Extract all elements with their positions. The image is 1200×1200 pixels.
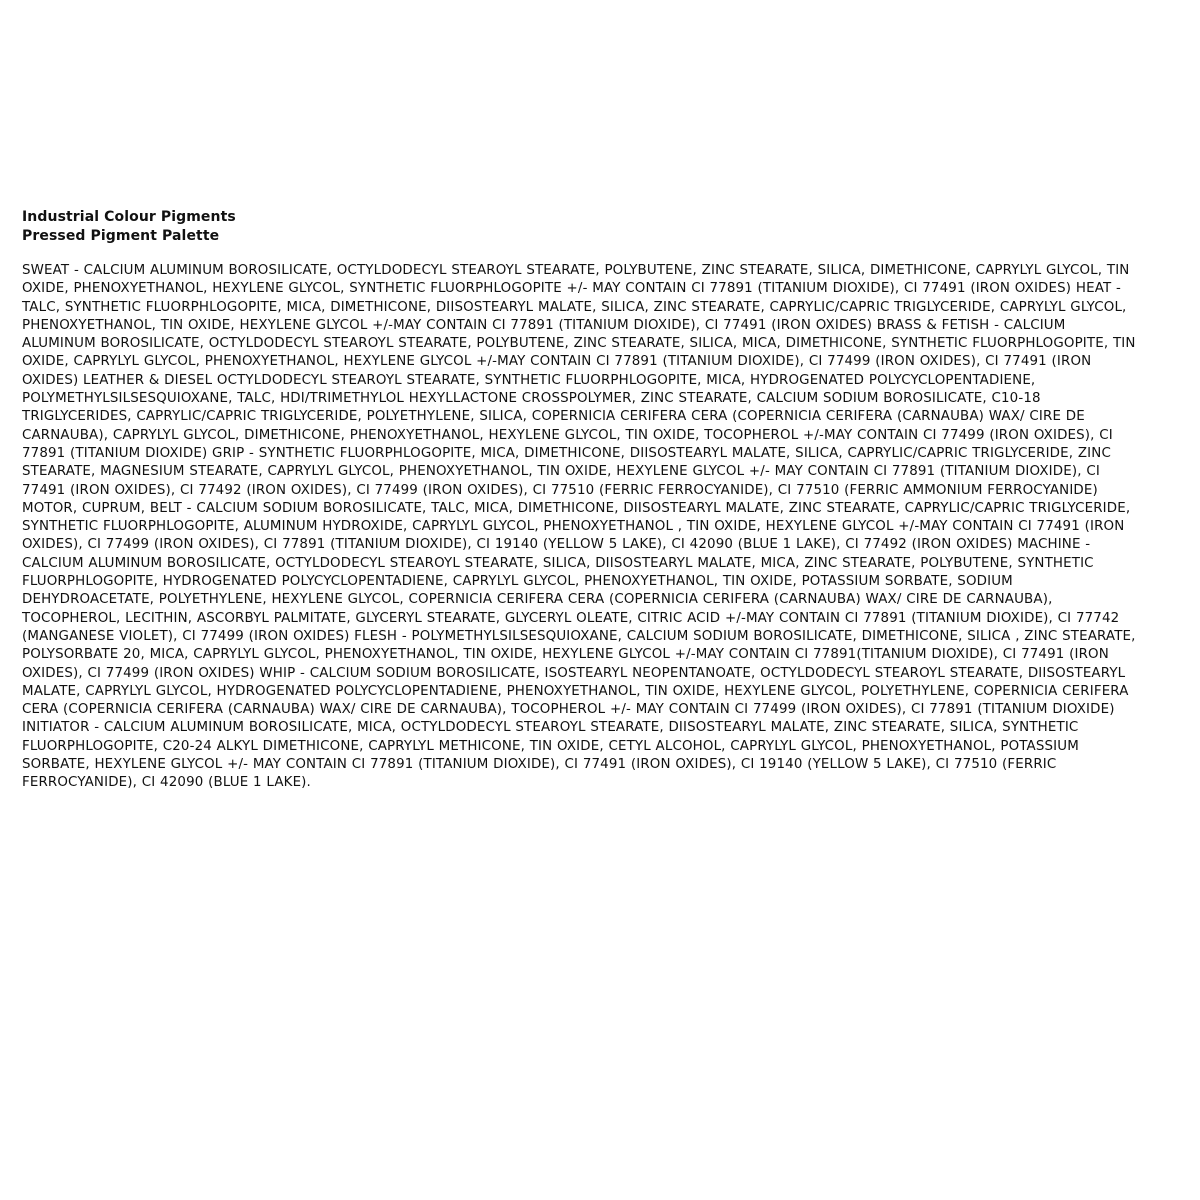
product-name: Industrial Colour Pigments [22, 209, 236, 225]
product-type: Pressed Pigment Palette [22, 228, 220, 244]
ingredients-list: SWEAT - CALCIUM ALUMINUM BOROSILICATE, OCTYLDODECYL STEAROYL STEARATE, POLYBUTENE, ZINC STEARATE, SILICA, DIMETHICONE, CAPRYLYL GLYCOL, TIN OXIDE, PHENOXYETHANOL, HEXYLENE GLYCOL, SYNTHETIC FLUORPHLOGOPITE +/- MAY CONTAIN CI 77891 (TITANIUM DIOXIDE), CI 77491 (IRON OXIDES) HEAT - TALC, SYNTHETIC FLUORPHLOGOPITE, MICA, DIMETHICONE, DIISOSTEARYL MALATE, SILICA, ZINC STEARATE, CAPRYLIC/CAPRIC TRIGLYCERIDE, CAPRYLYL GLYCOL, PHENOXYETHANOL, TIN OXIDE, HEXYLENE GLYCOL +/-MAY CONTAIN CI 77891 (TITANIUM DIOXIDE), CI 77491 (IRON OXIDES) BRASS & FETISH - CALCIUM ALUMINUM BOROSILICATE, OCTYLDODECYL STEAROYL STEARATE, POLYBUTENE, ZINC STEARATE, SILICA, MICA, DIMETHICONE, SYNTHETIC FLUORPHLOGOPITE, TIN OXIDE, CAPRYLYL GLYCOL, PHENOXYETHANOL, HEXYLENE GLYCOL +/-MAY CONTAIN CI 77891 (TITANIUM DIOXIDE), CI 77499 (IRON OXIDES), CI 77491 (IRON OXIDES) LEATHER & DIESEL OCTYLDODECYL STEAROYL STEARATE, SYNTHETIC FLUORPHLOGOPITE, MICA, HYDROGENATED POLYCYCLOPENTADIENE, POLYMETHYLSILSESQUIOXANE, TALC, HDI/TRIMETHYLOL HEXYLLACTONE CROSSPOLYMER, ZINC STEARATE, CALCIUM SODIUM BOROSILICATE, C10-18 TRIGLYCERIDES, CAPRYLIC/CAPRIC TRIGLYCERIDE, POLYETHYLENE, SILICA, COPERNICIA CERIFERA CERA (COPERNICIA CERIFERA (CARNAUBA) WAX/ CIRE DE CARNAUBA), CAPRYLYL GLYCOL, DIMETHICONE, PHENOXYETHANOL, HEXYLENE GLYCOL, TIN OXIDE, TOCOPHEROL +/-MAY CONTAIN CI 77499 (IRON OXIDES), CI 77891 (TITANIUM DIOXIDE) GRIP - SYNTHETIC FLUORPHLOGOPITE, MICA, DIMETHICONE, DIISOSTEARYL MALATE, SILICA, CAPRYLIC/CAPRIC TRIGLYCERIDE, ZINC STEARATE, MAGNESIUM STEARATE, CAPRYLYL GLYCOL, PHENOXYETHANOL, TIN OXIDE, HEXYLENE GLYCOL +/- MAY CONTAIN CI 77891 (TITANIUM DIOXIDE), CI 77491 (IRON OXIDES), CI 77492 (IRON OXIDES), CI 77499 (IRON OXIDES), CI 77510 (FERRIC FERROCYANIDE), CI 77510 (FERRIC AMMONIUM FERROCYANIDE) MOTOR, CUPRUM, BELT - CALCIUM SODIUM BOROSILICATE, TALC, MICA, DIMETHICONE, DIISOSTEARYL MALATE, ZINC STEARATE, CAPRYLIC/CAPRIC TRIGLYCERIDE, SYNTHETIC FLUORPHLOGOPITE, ALUMINUM HYDROXIDE, CAPRYLYL GLYCOL, PHENOXYETHANOL , TIN OXIDE, HEXYLENE GLYCOL +/-MAY CONTAIN CI 77491 (IRON OXIDES), CI 77499 (IRON OXIDES), CI 77891 (TITANIUM DIOXIDE), CI 19140 (YELLOW 5 LAKE), CI 42090 (BLUE 1 LAKE), CI 77492 (IRON OXIDES) MACHINE - CALCIUM ALUMINUM BOROSILICATE, OCTYLDODECYL STEAROYL STEARATE, SILICA, DIISOSTEARYL MALATE, MICA, ZINC STEARATE, POLYBUTENE, SYNTHETIC FLUORPHLOGOPITE, HYDROGENATED POLYCYCLOPENTADIENE, CAPRYLYL GLYCOL, PHENOXYETHANOL, TIN OXIDE, POTASSIUM SORBATE, SODIUM DEHYDROACETATE, POLYETHYLENE, HEXYLENE GLYCOL, COPERNICIA CERIFERA CERA (COPERNICIA CERIFERA (CARNAUBA) WAX/ CIRE DE CARNAUBA), TOCOPHEROL, LECITHIN, ASCORBYL PALMITATE, GLYCERYL STEARATE, GLYCERYL OLEATE, CITRIC ACID +/-MAY CONTAIN CI 77891 (TITANIUM DIOXIDE), CI 77742 (MANGANESE VIOLET), CI 77499 (IRON OXIDES) FLESH - POLYMETHYLSILSESQUIOXANE, CALCIUM SODIUM BOROSILICATE, DIMETHICONE, SILICA , ZINC STEARATE, POLYSORBATE 20, MICA, CAPRYLYL GLYCOL, PHENOXYETHANOL, TIN OXIDE, HEXYLENE GLYCOL +/-MAY CONTAIN CI 77891(TITANIUM DIOXIDE), CI 77491 (IRON OXIDES), CI 77499 (IRON OXIDES) WHIP - CALCIUM SODIUM BOROSILICATE, ISOSTEARYL NEOPENTANOATE, OCTYLDODECYL STEAROYL STEARATE, DIISOSTEARYL MALATE, CAPRYLYL GLYCOL, HYDROGENATED POLYCYCLOPENTADIENE, PHENOXYETHANOL, TIN OXIDE, HEXYLENE GLYCOL, POLYETHYLENE, COPERNICIA CERIFERA CERA (COPERNICIA CERIFERA (CARNAUBA) WAX/ CIRE DE CARNAUBA), TOCOPHEROL +/- MAY CONTAIN CI 77499 (IRON OXIDES), CI 77891 (TITANIUM DIOXIDE) INITIATOR - CALCIUM ALUMINUM BOROSILICATE, MICA, OCTYLDODECYL STEAROYL STEARATE, DIISOSTEARYL MALATE, ZINC STEARATE, SILICA, SYNTHETIC FLUORPHLOGOPITE, C20-24 ALKYL DIMETHICONE, CAPRYLYL METHICONE, TIN OXIDE, CETYL ALCOHOL, CAPRYLYL GLYCOL, PHENOXYETHANOL, POTASSIUM SORBATE, HEXYLENE GLYCOL +/- MAY CONTAIN CI 77891 (TITANIUM DIOXIDE), CI 77491 (IRON OXIDES), CI 19140 (YELLOW 5 LAKE), CI 77510 (FERRIC FERROCYANIDE), CI 42090 (BLUE 1 LAKE). [22, 263, 1136, 791]
product-title-block [22, 208, 1140, 246]
ingredients-content [22, 208, 1140, 793]
